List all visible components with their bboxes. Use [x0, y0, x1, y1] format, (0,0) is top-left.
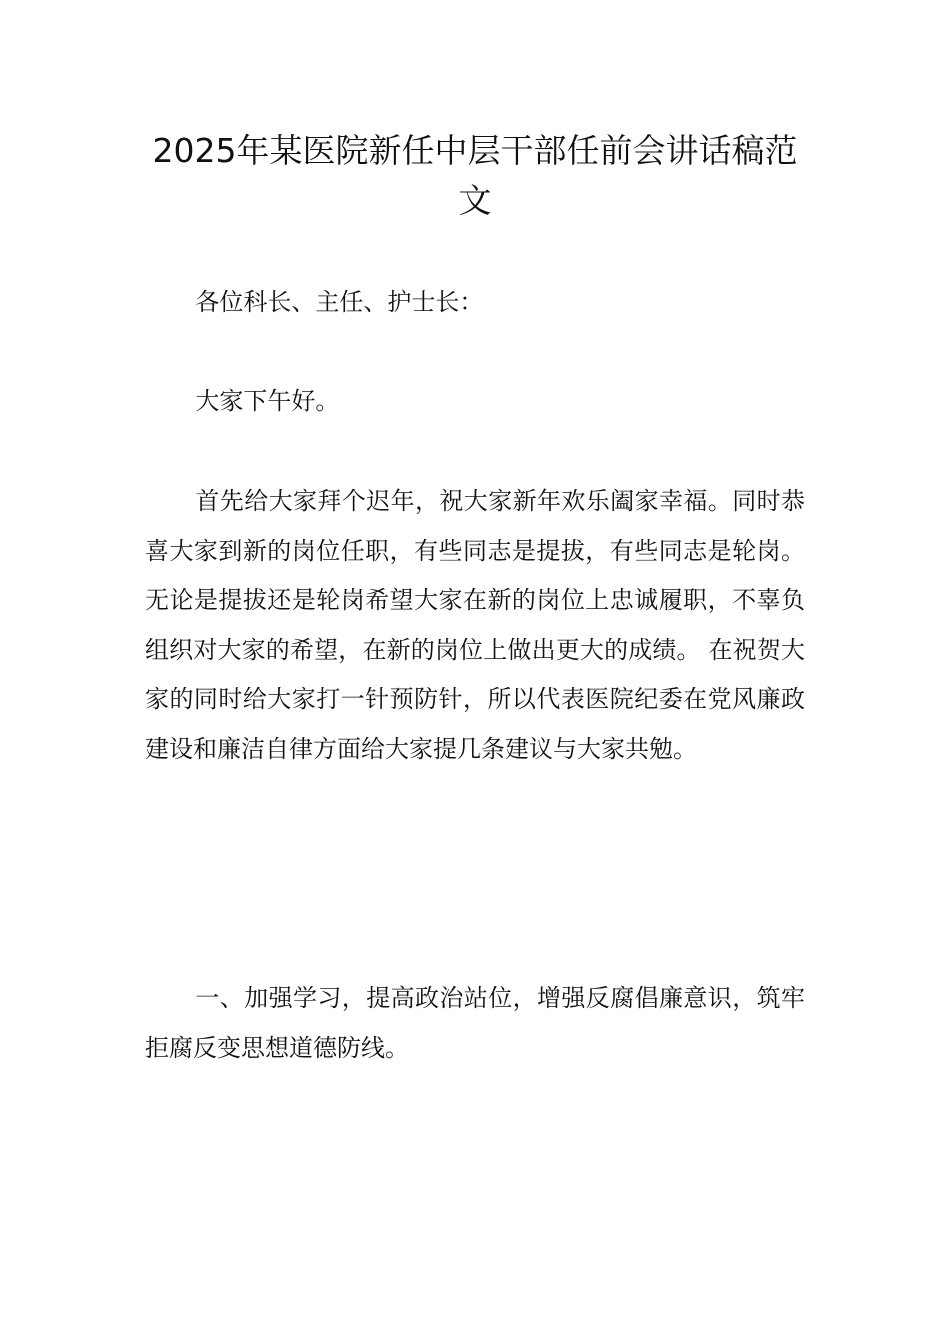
paragraph-opening: 首先给大家拜个迟年，祝大家新年欢乐阖家幸福。同时恭喜大家到新的岗位任职，有些同志是提拔，有些同志是轮岗。无论是提拔还是轮岗希望大家在新的岗位上忠诚履职，不辜负组织对大家的希望，在新的岗位上做出更大的成绩。 在祝贺大家的同时给大家打一针预防针，所以代表医院纪委在党风廉政建设和廉洁自律方面给大家提几条建议与大家共勉。	[145, 487, 805, 763]
salutation: 各位科长、主任、护士长：	[195, 288, 484, 316]
document-title: 2025年某医院新任中层干部任前会讲话稿范文	[152, 131, 798, 220]
section-heading-1: 一、加强学习，提高政治站位，增强反腐倡廉意识，筑牢拒腐反变思想道德防线。	[145, 984, 805, 1062]
greeting: 大家下午好。	[195, 387, 340, 415]
